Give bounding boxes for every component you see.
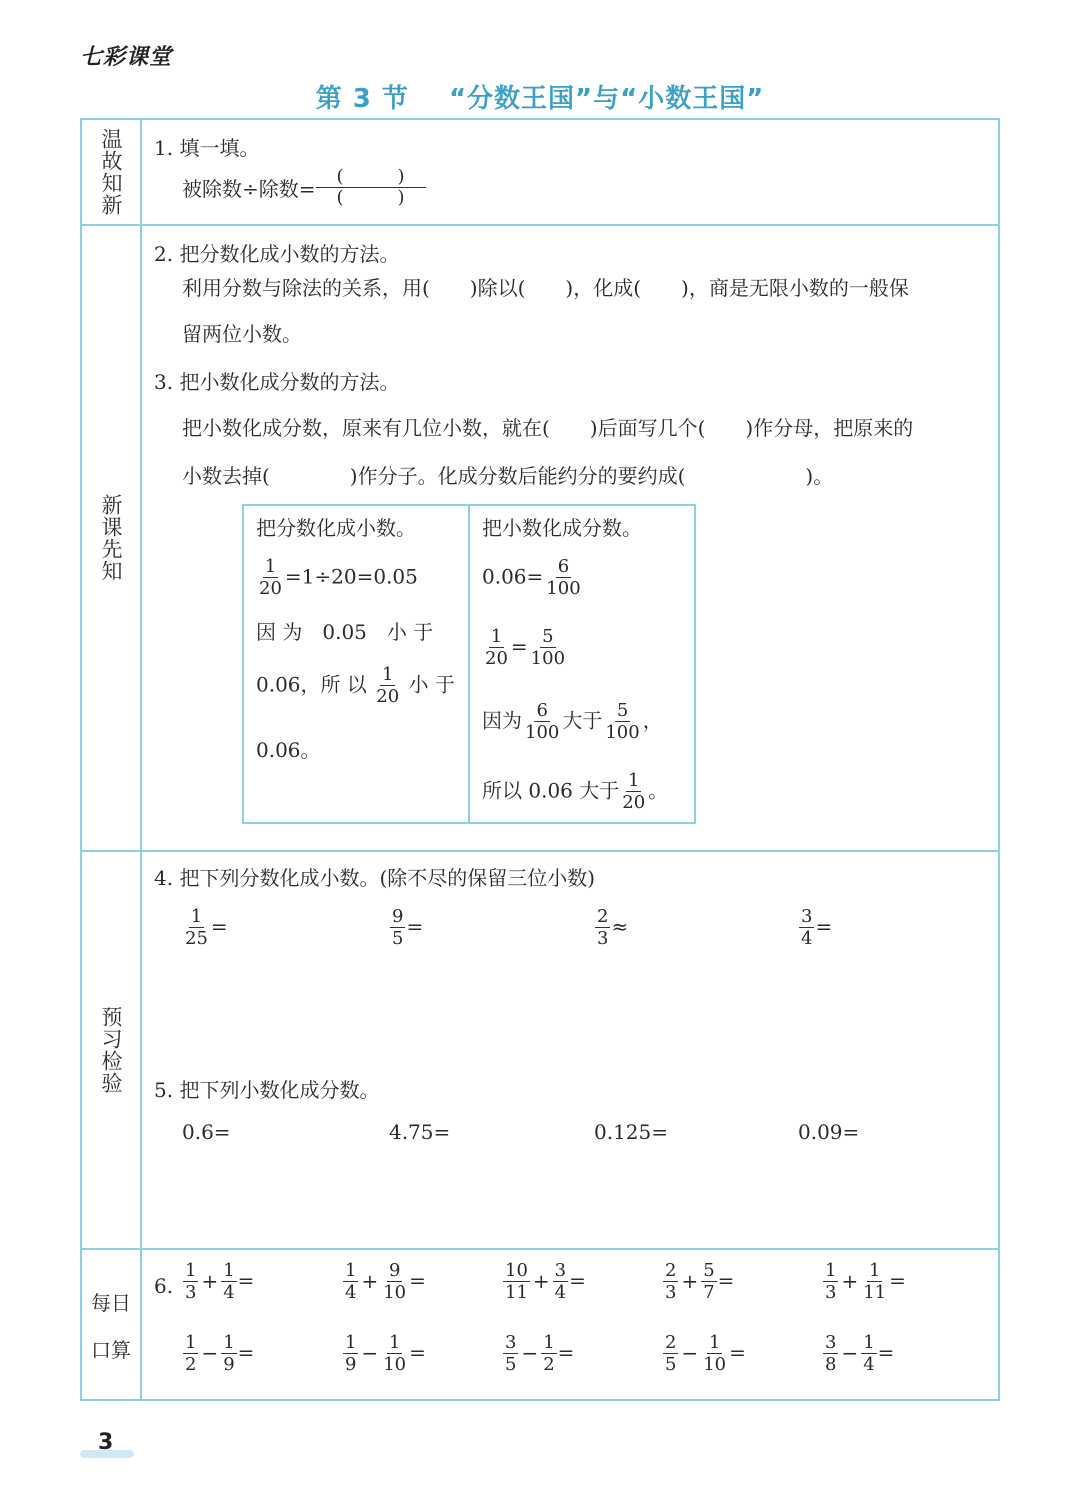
check-label: 预习检验 bbox=[99, 1006, 123, 1094]
greater-text: 大于 bbox=[562, 708, 603, 733]
equals-sign: = bbox=[717, 1268, 735, 1293]
denominator: 10 bbox=[703, 1354, 727, 1375]
example-left-heading: 把分数化成小数。 bbox=[256, 516, 416, 540]
review-content bbox=[142, 120, 998, 224]
decimal-text: 0.06= bbox=[482, 564, 544, 589]
numerator: 1 bbox=[863, 1332, 875, 1353]
equals-sign: = bbox=[409, 1268, 426, 1293]
oral-arithmetic-item[interactable] bbox=[662, 1334, 746, 1374]
fraction bbox=[381, 1334, 408, 1374]
so-text: 所以 0.06 大于 bbox=[482, 778, 620, 803]
denominator: 20 bbox=[622, 792, 646, 813]
equals-text: = bbox=[510, 634, 528, 659]
q3-text-line1: 把小数化成分数，原来有几位小数，就在( )后面写几个( )作分母，把原来的 bbox=[182, 416, 914, 440]
denominator: 7 bbox=[703, 1282, 715, 1303]
fraction bbox=[861, 1334, 876, 1374]
daily-row bbox=[82, 1250, 998, 1399]
numerator: 6 bbox=[557, 556, 570, 577]
q5-item[interactable]: 0.125= bbox=[594, 1120, 669, 1144]
denominator: 100 bbox=[530, 648, 566, 669]
denominator: 20 bbox=[259, 578, 282, 599]
page-title bbox=[0, 78, 1080, 115]
denominator: 10 bbox=[383, 1282, 407, 1303]
numerator: 2 bbox=[597, 906, 609, 927]
denominator: 8 bbox=[825, 1354, 837, 1375]
numerator: 1 bbox=[223, 1260, 235, 1281]
numerator: 3 bbox=[825, 1332, 837, 1353]
operator: = bbox=[210, 914, 228, 939]
denominator: 3 bbox=[597, 928, 609, 949]
q2-heading: 2. 把分数化成小数的方法。 bbox=[154, 242, 400, 266]
numerator: 1 bbox=[825, 1260, 837, 1281]
denominator: 4 bbox=[223, 1282, 235, 1303]
denominator: 3 bbox=[665, 1282, 677, 1303]
fraction bbox=[390, 908, 405, 948]
q1-blank-denominator: ( ) bbox=[336, 187, 405, 208]
denominator: 100 bbox=[605, 722, 640, 743]
numerator: 1 bbox=[345, 1332, 357, 1353]
q1-formula bbox=[182, 168, 426, 207]
oral-arithmetic-item[interactable] bbox=[182, 1262, 254, 1302]
numerator: 2 bbox=[665, 1260, 677, 1281]
numerator: 1 bbox=[190, 906, 203, 927]
operator: = bbox=[406, 914, 424, 939]
check-content bbox=[142, 852, 998, 1248]
denominator: 9 bbox=[223, 1354, 235, 1375]
operator: + bbox=[361, 1268, 379, 1293]
because-text: 因为 bbox=[482, 708, 522, 733]
example-right-line1 bbox=[482, 558, 584, 598]
denominator: 5 bbox=[505, 1354, 517, 1375]
operator: − bbox=[521, 1340, 539, 1365]
numerator: 1 bbox=[868, 1260, 881, 1281]
q4-item[interactable] bbox=[389, 908, 423, 948]
equals-sign: = bbox=[237, 1268, 255, 1293]
period-text: 。 bbox=[648, 778, 669, 803]
numerator: 9 bbox=[388, 1260, 401, 1281]
equals-sign: = bbox=[877, 1340, 895, 1365]
comma-text: ， bbox=[642, 708, 663, 733]
numerator: 9 bbox=[392, 906, 404, 927]
numerator: 3 bbox=[554, 1260, 567, 1281]
so-text: 0.06，所 以 bbox=[256, 672, 367, 697]
denominator: 20 bbox=[485, 648, 508, 669]
q1-lead: 被除数÷除数= bbox=[182, 177, 316, 201]
equals-sign: = bbox=[569, 1268, 586, 1293]
example-right-line4 bbox=[482, 772, 668, 812]
operator: + bbox=[841, 1268, 859, 1293]
q2-text-line1: 利用分数与除法的关系，用( )除以( )，化成( )，商是无限小数的一般保 bbox=[182, 276, 909, 300]
fraction bbox=[183, 1334, 198, 1374]
worksheet bbox=[80, 118, 1000, 1401]
denominator: 10 bbox=[383, 1354, 407, 1375]
fraction bbox=[620, 772, 647, 812]
fraction bbox=[663, 1334, 678, 1374]
review-row bbox=[82, 120, 998, 226]
equals-sign: = bbox=[889, 1268, 906, 1293]
q3-text-line2: 小数去掉( )作分子。化成分数后能约分的要约成( )。 bbox=[182, 464, 834, 488]
example-left-end: 0.06。 bbox=[256, 738, 321, 762]
q1-heading: 1. 填一填。 bbox=[154, 136, 260, 160]
q5-item[interactable]: 4.75= bbox=[389, 1120, 451, 1144]
fraction bbox=[221, 1262, 236, 1302]
operator: − bbox=[201, 1340, 219, 1365]
denominator: 20 bbox=[376, 686, 400, 707]
denominator: 3 bbox=[185, 1282, 197, 1303]
fraction bbox=[374, 666, 401, 706]
numerator: 1 bbox=[381, 664, 394, 685]
example-right-line2 bbox=[482, 628, 568, 668]
daily-label-cell bbox=[82, 1250, 142, 1399]
q5-item[interactable]: 0.6= bbox=[182, 1120, 231, 1144]
numerator: 1 bbox=[388, 1332, 401, 1353]
oral-arithmetic-item[interactable] bbox=[502, 1262, 586, 1302]
q4-heading: 4. 把下列分数化成小数。(除不尽的保留三位小数) bbox=[154, 866, 596, 890]
fraction bbox=[523, 702, 561, 742]
denominator: 11 bbox=[505, 1282, 528, 1303]
newlesson-label-cell bbox=[82, 226, 142, 850]
q5-item[interactable]: 0.09= bbox=[798, 1120, 860, 1144]
denominator: 4 bbox=[554, 1282, 567, 1303]
q4-item[interactable] bbox=[594, 908, 628, 948]
numerator: 1 bbox=[543, 1332, 555, 1353]
denominator: 9 bbox=[345, 1354, 357, 1375]
oral-arithmetic-item[interactable] bbox=[822, 1334, 894, 1374]
q2-text-line2: 留两位小数。 bbox=[182, 322, 302, 346]
denominator: 5 bbox=[392, 928, 404, 949]
fraction bbox=[343, 1262, 358, 1302]
operator: + bbox=[201, 1268, 219, 1293]
fraction bbox=[544, 558, 582, 598]
section-topic: “分数王国”与“小数王国” bbox=[448, 84, 765, 114]
daily-label-line1: 每日 bbox=[91, 1290, 131, 1315]
example-left-equation bbox=[256, 558, 418, 598]
fraction bbox=[823, 1334, 838, 1374]
equation-text: =1÷20=0.05 bbox=[284, 564, 418, 589]
denominator: 5 bbox=[665, 1354, 677, 1375]
fraction bbox=[701, 1262, 716, 1302]
less-than-text: 小 于 bbox=[408, 672, 455, 697]
denominator: 25 bbox=[185, 928, 208, 949]
example-left-so bbox=[256, 666, 455, 706]
fraction bbox=[483, 628, 510, 668]
q1-blank-numerator: ( ) bbox=[336, 166, 405, 187]
denominator: 100 bbox=[525, 722, 560, 743]
numerator: 1 bbox=[627, 770, 640, 791]
fraction bbox=[183, 908, 210, 948]
oral-arithmetic-item[interactable] bbox=[822, 1262, 906, 1302]
denominator: 4 bbox=[801, 928, 813, 949]
numerator: 1 bbox=[185, 1260, 197, 1281]
page-number: 3 bbox=[98, 1430, 114, 1455]
numerator: 5 bbox=[542, 626, 554, 647]
denominator: 100 bbox=[546, 578, 581, 599]
numerator: 5 bbox=[616, 700, 629, 721]
q4-item[interactable] bbox=[798, 908, 832, 948]
numerator: 5 bbox=[703, 1260, 715, 1281]
newlesson-label: 新课先知 bbox=[99, 494, 123, 582]
fraction bbox=[553, 1262, 568, 1302]
section-number: 第 3 节 bbox=[315, 84, 409, 114]
oral-arithmetic-item[interactable] bbox=[662, 1262, 734, 1302]
numerator: 1 bbox=[185, 1332, 197, 1353]
fraction bbox=[701, 1334, 728, 1374]
daily-label bbox=[91, 1287, 131, 1363]
denominator: 2 bbox=[185, 1354, 197, 1375]
fraction bbox=[663, 1262, 678, 1302]
fraction bbox=[183, 1262, 198, 1302]
denominator: 4 bbox=[863, 1354, 875, 1375]
fraction bbox=[603, 702, 641, 742]
fraction bbox=[503, 1334, 518, 1374]
numerator: 3 bbox=[505, 1332, 517, 1353]
example-left-column bbox=[244, 506, 470, 822]
newlesson-content bbox=[142, 226, 998, 850]
oral-arithmetic-item[interactable] bbox=[342, 1262, 426, 1302]
equals-sign: = bbox=[237, 1340, 255, 1365]
denominator: 4 bbox=[345, 1282, 357, 1303]
operator: + bbox=[532, 1268, 550, 1293]
numerator: 1 bbox=[264, 556, 277, 577]
q1-blank-fraction[interactable] bbox=[316, 168, 426, 207]
newlesson-row bbox=[82, 226, 998, 852]
operator: ≈ bbox=[611, 914, 629, 939]
oral-arithmetic-item[interactable] bbox=[342, 1334, 426, 1374]
numerator: 2 bbox=[665, 1332, 677, 1353]
q6-label: 6. bbox=[154, 1274, 174, 1298]
review-label-cell bbox=[82, 120, 142, 224]
denominator: 3 bbox=[825, 1282, 837, 1303]
brand-logo: 七彩课堂 bbox=[80, 45, 173, 70]
example-left-because: 因 为 0.05 小 于 bbox=[256, 620, 434, 644]
numerator: 6 bbox=[536, 700, 548, 721]
numerator: 1 bbox=[708, 1332, 721, 1353]
numerator: 1 bbox=[345, 1260, 357, 1281]
fraction bbox=[221, 1334, 236, 1374]
check-label-cell bbox=[82, 852, 142, 1248]
daily-content bbox=[142, 1250, 998, 1399]
numerator: 1 bbox=[490, 626, 503, 647]
fraction bbox=[503, 1262, 530, 1302]
q4-item[interactable] bbox=[182, 908, 228, 948]
operator: + bbox=[681, 1268, 699, 1293]
denominator: 11 bbox=[863, 1282, 887, 1303]
example-right-heading: 把小数化成分数。 bbox=[482, 516, 642, 540]
daily-label-line2: 口算 bbox=[91, 1337, 131, 1362]
q3-heading: 3. 把小数化成分数的方法。 bbox=[154, 370, 400, 394]
numerator: 1 bbox=[223, 1332, 235, 1353]
fraction bbox=[861, 1262, 888, 1302]
fraction bbox=[799, 908, 814, 948]
equals-sign: = bbox=[409, 1340, 426, 1365]
operator: − bbox=[841, 1340, 859, 1365]
example-right-column bbox=[470, 506, 694, 822]
equals-sign: = bbox=[557, 1340, 575, 1365]
operator: − bbox=[681, 1340, 699, 1365]
fraction bbox=[381, 1262, 408, 1302]
fraction bbox=[343, 1334, 358, 1374]
operator: = bbox=[815, 914, 833, 939]
equals-sign: = bbox=[729, 1340, 746, 1365]
fraction bbox=[541, 1334, 556, 1374]
check-row bbox=[82, 852, 998, 1250]
example-right-line3 bbox=[482, 702, 663, 742]
numerator: 10 bbox=[505, 1260, 528, 1281]
example-box bbox=[242, 504, 696, 824]
fraction bbox=[529, 628, 567, 668]
numerator: 3 bbox=[801, 906, 813, 927]
oral-arithmetic-item[interactable] bbox=[502, 1334, 574, 1374]
q5-heading: 5. 把下列小数化成分数。 bbox=[154, 1078, 380, 1102]
oral-arithmetic-item[interactable] bbox=[182, 1334, 254, 1374]
denominator: 2 bbox=[543, 1354, 555, 1375]
fraction bbox=[823, 1262, 838, 1302]
review-label: 温故知新 bbox=[99, 128, 123, 216]
operator: − bbox=[361, 1340, 379, 1365]
fraction bbox=[257, 558, 284, 598]
fraction bbox=[595, 908, 610, 948]
